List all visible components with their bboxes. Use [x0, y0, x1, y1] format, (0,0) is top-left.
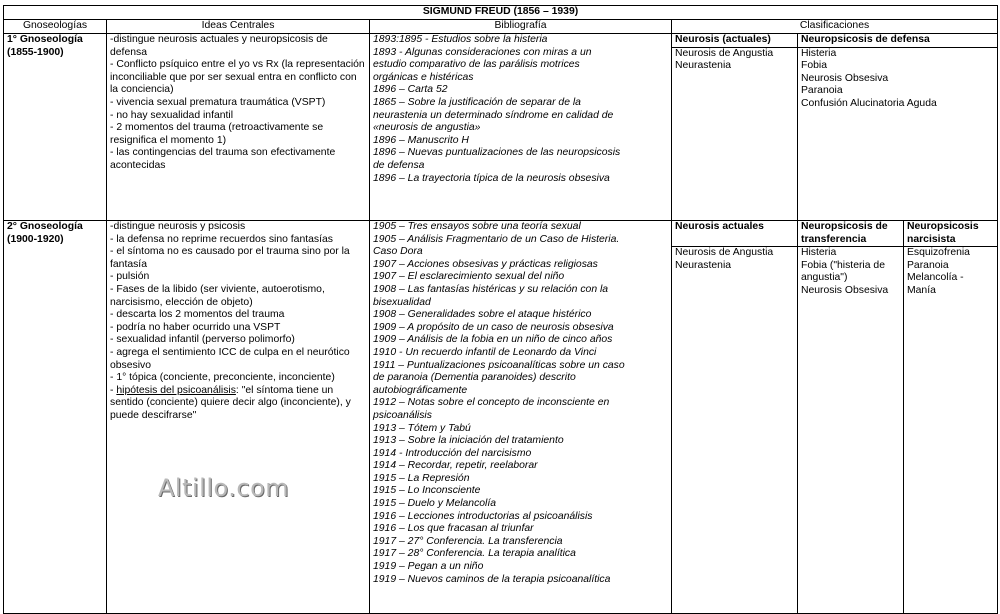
bibliografia-cell — [370, 221, 672, 614]
idea-item: -distingue neurosis y psicosis — [110, 221, 246, 232]
clasificacion-cell-neurosis — [672, 34, 798, 221]
clasificacion-title: Neuropsicosis de defensa — [798, 34, 997, 48]
freud-table — [3, 5, 998, 614]
clasificacion-title: Neuropsicosis narcisista — [904, 221, 997, 247]
biblio-line: 1915 – La Represión — [373, 472, 470, 484]
gnoseologia-cell — [4, 34, 107, 221]
biblio-line: 1908 – Las fantasías histéricas y su relación con la — [373, 283, 609, 295]
idea-item: - descarta los 2 momentos del trauma — [110, 309, 285, 321]
biblio-line: 1905 – Análisis Fragmentario de un Caso de Histeria. — [373, 233, 620, 245]
hipotesis-text: : "el síntoma tiene un sentido (conciente) quiere decir algo (inconciente), y puede descifrarse" — [110, 384, 351, 421]
biblio-line: de paranoia (Dementia paranoides) descrito — [373, 372, 576, 384]
biblio-line: 1909 – Análisis de la fobia en un niño de cinco años — [373, 334, 613, 346]
biblio-line: 1917 – 27° Conferencia. La transferencia — [373, 535, 563, 547]
idea-item: - las contingencias del trauma son efectivamente acontecidas — [110, 147, 336, 171]
biblio-line: 1916 – Los que fracasan al triunfar — [373, 523, 534, 535]
biblio-line: 1919 – Pegan a un niño — [373, 561, 484, 573]
biblio-line: 1912 – Notas sobre el concepto de inconsciente en — [373, 397, 610, 409]
gnoseologia-years: (1900-1920) — [7, 233, 64, 245]
biblio-line: 1909 – A propósito de un caso de neurosis obsesiva — [373, 321, 614, 333]
clasificacion-cell-narcisista — [904, 221, 998, 614]
header-bibliografia: Bibliografía — [370, 20, 672, 34]
biblio-line: 1896 – Nuevas puntualizaciones de las neuropsicosis — [373, 147, 621, 159]
biblio-line: 1915 – Lo Inconsciente — [373, 485, 481, 497]
biblio-line: 1907 – Acciones obsesivas y prácticas religiosas — [373, 258, 598, 270]
biblio-line: Caso Dora — [373, 246, 423, 258]
biblio-line: 1914 - Introducción del narcisismo — [373, 447, 532, 459]
idea-item: -distingue neurosis actuales y neuropsicosis de defensa — [110, 34, 328, 58]
clasificacion-item: Esquizofrenia — [907, 247, 970, 258]
clasificacion-item: Paranoia — [907, 259, 949, 271]
clasificacion-item: Neurosis de Angustia — [675, 247, 774, 258]
biblio-line: 1893 - Algunas consideraciones con miras a un — [373, 46, 592, 58]
biblio-line: autobiográficamente — [373, 384, 468, 396]
biblio-line: bisexualidad — [373, 296, 431, 308]
clasificacion-cell-transferencia — [798, 221, 904, 614]
clasificacion-title: Neuropsicosis de transferencia — [798, 221, 903, 247]
clasificacion-item: Paranoia — [801, 85, 843, 97]
biblio-line: 1911 – Puntualizaciones psicoanalíticas sobre un caso — [373, 359, 625, 371]
biblio-line: 1905 – Tres ensayos sobre una teoría sexual — [373, 221, 581, 232]
table-row — [4, 221, 998, 614]
clasificacion-title: Neurosis actuales — [672, 221, 797, 247]
biblio-line: orgánicas e histéricas — [373, 71, 474, 83]
idea-item: - vivencia sexual prematura traumática (VSPT) — [110, 96, 326, 108]
biblio-line: estudio comparativo de las parálisis motrices — [373, 59, 580, 71]
gnoseologia-name: 2° Gnoseología — [7, 221, 83, 232]
biblio-line: 1907 – El esclarecimiento sexual del niño — [373, 271, 565, 283]
biblio-line: 1865 – Sobre la justificación de separar de la — [373, 96, 581, 108]
gnoseologia-years: (1855-1900) — [7, 46, 64, 58]
biblio-line: 1913 – Sobre la iniciación del tratamiento — [373, 435, 564, 447]
clasificacion-item: Neurosis Obsesiva — [801, 284, 889, 296]
watermark-logo: Altillo.com — [158, 474, 290, 502]
idea-item-hipotesis — [110, 385, 366, 423]
clasificacion-item: Melancolía - Manía — [907, 272, 964, 296]
clasificacion-title: Neurosis (actuales) — [672, 34, 797, 48]
biblio-line: psicoanálisis — [373, 409, 432, 421]
biblio-line: 1908 – Generalidades sobre el ataque histérico — [373, 309, 592, 321]
idea-item: - la defensa no reprime recuerdos sino fantasías — [110, 233, 333, 245]
idea-item: - 2 momentos del trauma (retroactivamente se resignifica el momento 1) — [110, 122, 324, 146]
biblio-line: 1917 – 28° Conferencia. La terapia analítica — [373, 548, 576, 560]
biblio-line: 1896 – Manuscrito H — [373, 134, 469, 146]
biblio-line: 1914 – Recordar, repetir, reelaborar — [373, 460, 538, 472]
ideas-cell — [107, 221, 370, 614]
clasificacion-item: Fobia — [801, 60, 827, 72]
clasificacion-item: Neurastenia — [675, 60, 732, 72]
biblio-line: 1919 – Nuevos caminos de la terapia psicoanalítica — [373, 573, 611, 585]
header-ideas: Ideas Centrales — [107, 20, 370, 34]
gnoseologia-cell — [4, 221, 107, 614]
biblio-line: 1913 – Tótem y Tabú — [373, 422, 471, 434]
idea-item: - Fases de la libido (ser viviente, autoerotismo, narcisismo, elección de objeto) — [110, 283, 325, 308]
clasificacion-item: Neurosis Obsesiva — [801, 72, 889, 84]
biblio-line: neurastenia un determinado síndrome en calidad de — [373, 109, 614, 121]
idea-item: - Conflicto psíquico entre el yo vs Rx (la representación inconciliable que por ser sexual entra en conflicto con la conciencia) — [110, 59, 365, 96]
clasificacion-cell-neuropsicosis — [798, 34, 998, 221]
biblio-line: de defensa — [373, 159, 425, 171]
idea-item: - agrega el sentimiento ICC de culpa en el neurótico obsesivo — [110, 346, 350, 371]
table-title: SIGMUND FREUD (1856 – 1939) — [4, 6, 998, 20]
clasificacion-item: Histeria — [801, 47, 837, 59]
idea-item: - 1° tópica (conciente, preconciente, inconciente) — [110, 372, 335, 384]
idea-item: - sexualidad infantil (perverso polimorfo) — [110, 334, 295, 346]
clasificacion-item: Histeria — [801, 247, 837, 258]
idea-item: - pulsión — [110, 271, 150, 283]
clasificacion-item: Confusión Alucinatoria Aguda — [801, 97, 937, 109]
idea-item: - no hay sexualidad infantil — [110, 109, 234, 121]
ideas-cell — [107, 34, 370, 221]
biblio-line: 1910 - Un recuerdo infantil de Leonardo da Vinci — [373, 346, 597, 358]
biblio-line: 1896 – La trayectoria típica de la neurosis obsesiva — [373, 172, 610, 184]
header-gnoseologias: Gnoseologías — [4, 20, 107, 34]
clasificacion-item: Fobia ("histeria de angustia") — [801, 259, 885, 284]
gnoseologia-name: 1° Gnoseología — [7, 34, 83, 45]
hipotesis-label: hipótesis del psicoanálisis — [116, 384, 236, 396]
biblio-line: 1915 – Duelo y Melancolía — [373, 498, 497, 510]
biblio-line: 1893:1895 - Estudios sobre la histeria — [373, 34, 548, 45]
idea-item: - podría no haber ocurrido una VSPT — [110, 321, 281, 333]
idea-prefix: - — [110, 384, 117, 396]
clasificacion-item: Neurosis de Angustia — [675, 47, 774, 59]
clasificacion-item: Neurastenia — [675, 259, 732, 271]
biblio-line: 1896 – Carta 52 — [373, 84, 448, 96]
idea-item: - el síntoma no es causado por el trauma sino por la fantasía — [110, 246, 350, 270]
biblio-line: «neurosis de angustia» — [373, 122, 481, 134]
header-row — [4, 20, 998, 34]
header-clasificaciones: Clasificaciones — [672, 20, 998, 34]
clasificacion-cell-neurosis-actuales — [672, 221, 798, 614]
biblio-line: 1916 – Lecciones introductorias al psicoanálisis — [373, 510, 593, 522]
table-row — [4, 34, 998, 221]
bibliografia-cell — [370, 34, 672, 221]
